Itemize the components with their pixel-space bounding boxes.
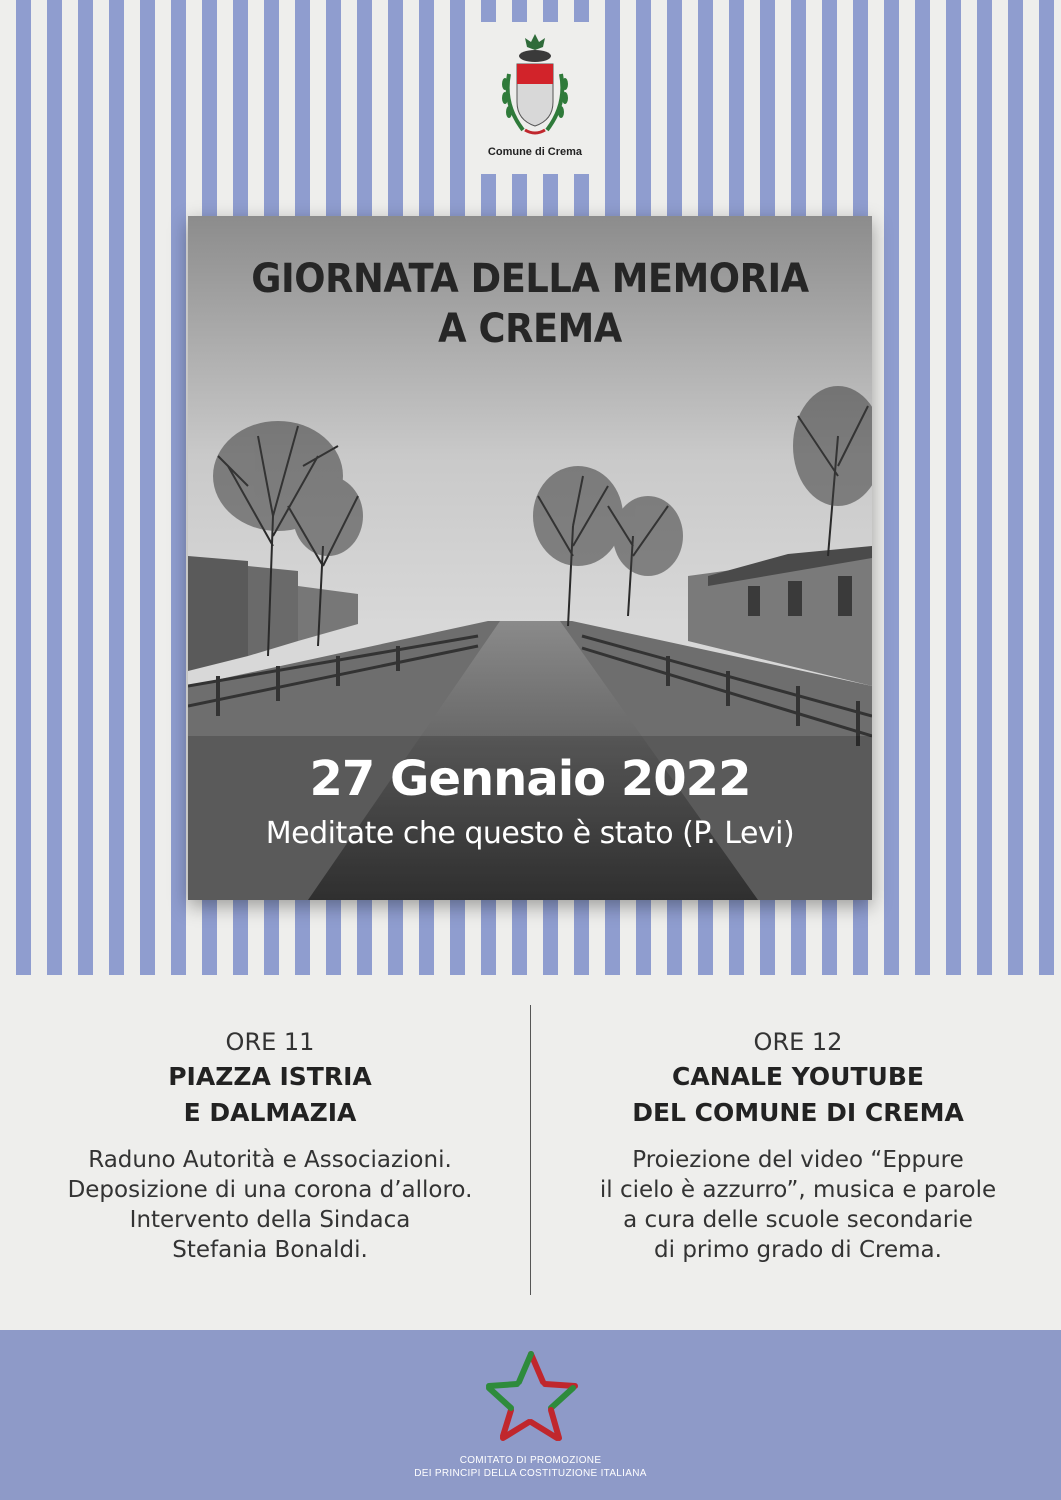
title-line-1: GIORNATA DELLA MEMORIA bbox=[251, 256, 809, 302]
title-line-2: A CREMA bbox=[438, 306, 622, 352]
desc-line: a cura delle scuole secondarie bbox=[623, 1207, 973, 1233]
event-noon bbox=[563, 1025, 1033, 1265]
footer-caption bbox=[0, 1454, 1061, 1480]
event-time: ORE 12 bbox=[753, 1028, 843, 1056]
footer-line-1: COMITATO DI PROMOZIONE bbox=[459, 1455, 602, 1466]
event-venue-line-1: CANALE YOUTUBE bbox=[672, 1062, 924, 1091]
desc-line: Intervento della Sindaca bbox=[129, 1207, 411, 1233]
event-title bbox=[215, 254, 844, 354]
memorial-photo-card bbox=[188, 216, 872, 900]
event-time: ORE 11 bbox=[225, 1028, 315, 1056]
desc-line: Stefania Bonaldi. bbox=[172, 1237, 368, 1263]
event-description bbox=[35, 1145, 505, 1265]
desc-line: Deposizione di una corona d’alloro. bbox=[67, 1177, 473, 1203]
desc-line: Raduno Autorità e Associazioni. bbox=[88, 1147, 452, 1173]
column-divider bbox=[530, 1005, 531, 1295]
event-venue-line-2: DEL COMUNE DI CREMA bbox=[632, 1098, 964, 1127]
event-venue-line-2: E DALMAZIA bbox=[183, 1098, 357, 1127]
event-date: 27 Gennaio 2022 bbox=[309, 751, 751, 807]
event-quote: Meditate che questo è stato (P. Levi) bbox=[265, 816, 795, 851]
desc-line: Proiezione del video “Eppure bbox=[632, 1147, 964, 1173]
footer-band bbox=[0, 1330, 1061, 1500]
coat-of-arms-icon bbox=[495, 30, 575, 142]
event-description bbox=[563, 1145, 1033, 1265]
event-venue-line-1: PIAZZA ISTRIA bbox=[168, 1062, 372, 1091]
star-logo-icon bbox=[483, 1348, 579, 1444]
desc-line: di primo grado di Crema. bbox=[654, 1237, 942, 1263]
crema-coat-of-arms-logo bbox=[480, 22, 590, 174]
footer-line-2: DEI PRINCIPI DELLA COSTITUZIONE ITALIANA bbox=[414, 1468, 647, 1479]
event-morning bbox=[35, 1025, 505, 1265]
desc-line: il cielo è azzurro”, musica e parole bbox=[599, 1177, 997, 1203]
logo-caption: Comune di Crema bbox=[487, 146, 583, 158]
